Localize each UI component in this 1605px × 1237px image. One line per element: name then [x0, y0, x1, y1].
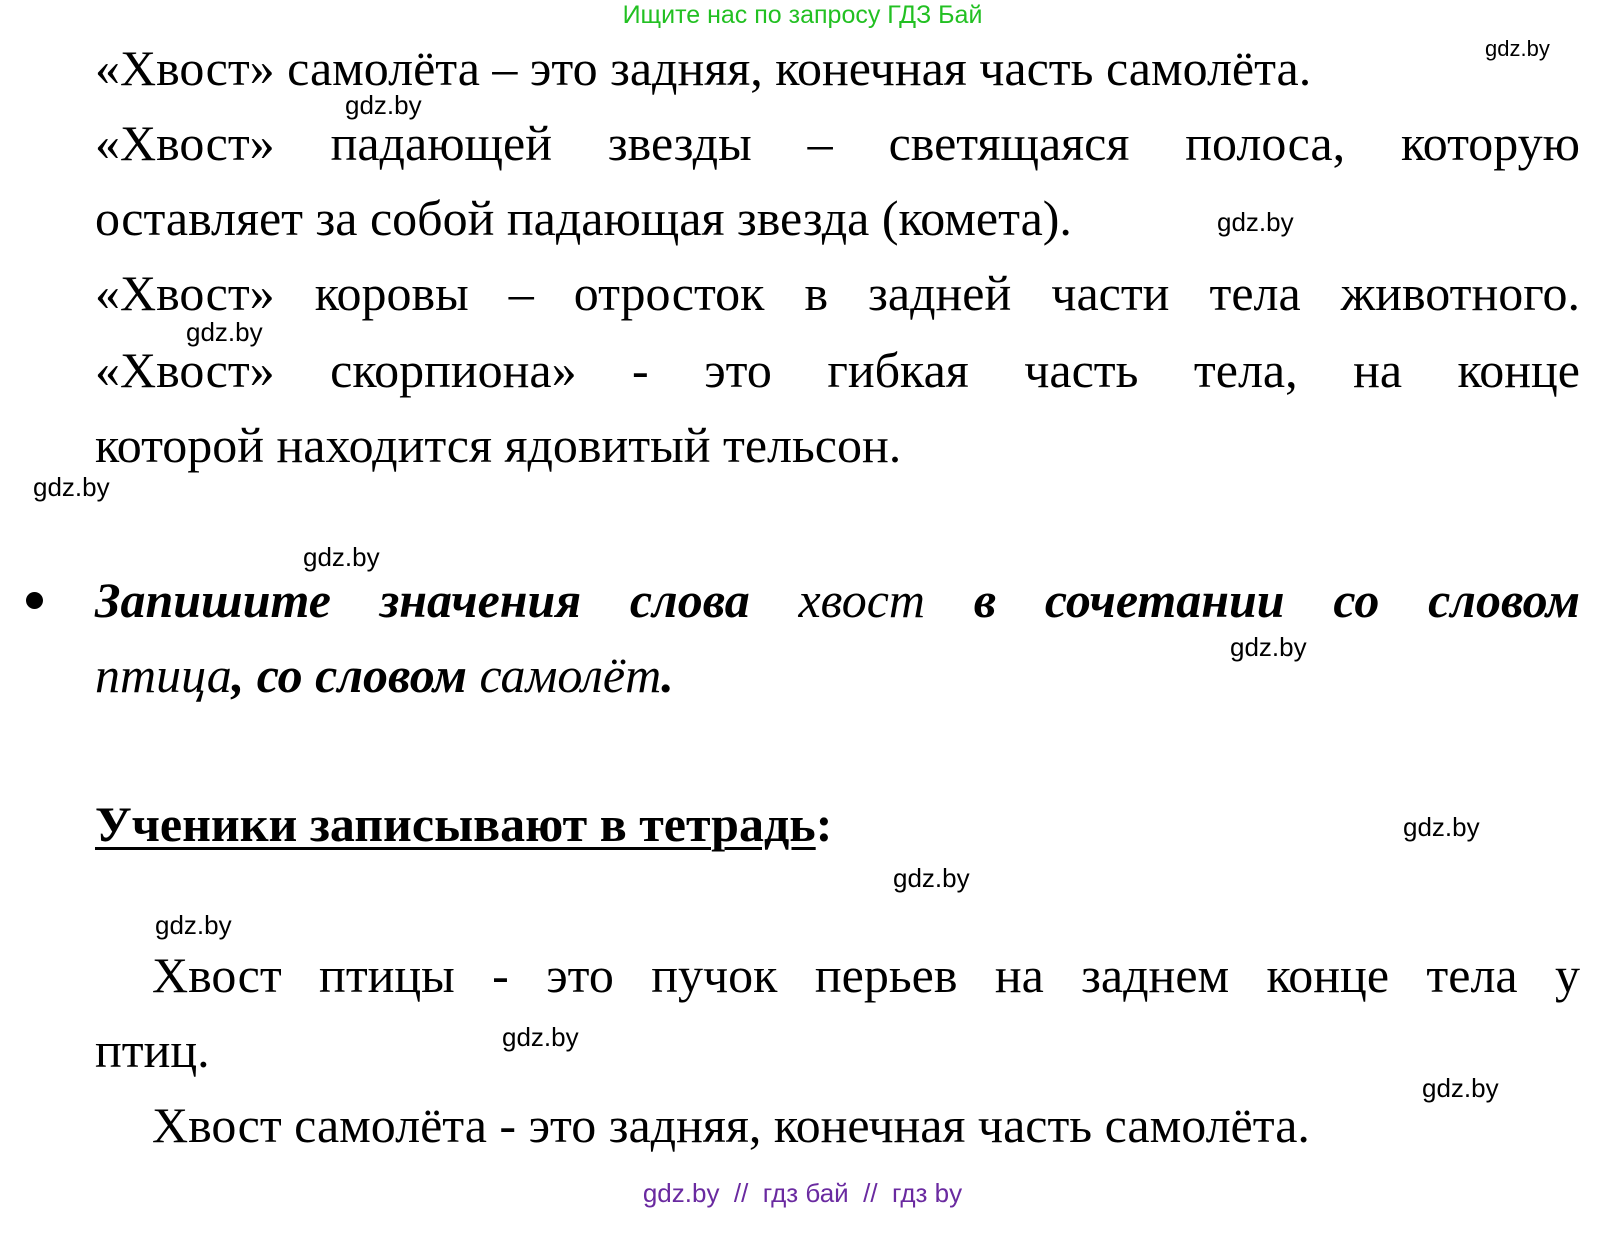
task-word-bird: птица [95, 647, 232, 703]
watermark: gdz.by [186, 317, 263, 347]
bullet-point [26, 592, 43, 609]
answer-bird-tail-line1: Хвост птицы - это пучок перьев на заднем конце тела у [152, 947, 1580, 1003]
watermark: gdz.by [155, 910, 232, 940]
watermark: gdz.by [1403, 812, 1480, 842]
task-text-part1: Запишите значения слова [95, 572, 799, 628]
watermark: gdz.by [1217, 207, 1294, 237]
paragraph-cow-tail: «Хвост» коровы – отросток в задней части тела животного. [95, 265, 1580, 321]
section-heading-colon: : [815, 796, 833, 852]
task-line2 [95, 645, 674, 705]
section-heading-text: Ученики записывают в тетрадь [95, 796, 816, 852]
task-line1 [95, 570, 1580, 630]
section-heading [95, 794, 832, 854]
answer-bird-tail-line2: птиц. [95, 1022, 210, 1078]
paragraph-scorpion-tail-line2: которой находится ядовитый тельсон. [95, 417, 902, 473]
paragraph-star-tail-line1: «Хвост» падающей звезды – светящаяся полоса, которую [95, 115, 1580, 171]
task-word-tail: хвост [798, 572, 926, 628]
paragraph-scorpion-tail-line1: «Хвост» скорпиона» - это гибкая часть тела, на конце [95, 342, 1580, 398]
watermark: gdz.by [893, 863, 970, 893]
top-banner: Ищите нас по запросу ГДЗ Бай [622, 1, 983, 29]
paragraph-star-tail-line2: оставляет за собой падающая звезда (комета). [95, 190, 1072, 246]
task-text-part2: в сочетании со словом [925, 572, 1580, 628]
watermark: gdz.by [345, 90, 422, 120]
watermark: gdz.by [1230, 632, 1307, 662]
task-word-airplane: самолёт [479, 647, 662, 703]
watermark: gdz.by [502, 1022, 579, 1052]
answer-airplane-tail: Хвост самолёта - это задняя, конечная часть самолёта. [152, 1097, 1310, 1153]
paragraph-airplane-tail: «Хвост» самолёта – это задняя, конечная часть самолёта. [95, 40, 1312, 96]
watermark: gdz.by [33, 472, 110, 502]
footer-links: gdz.by // гдз бай // гдз by [642, 1178, 963, 1208]
watermark: gdz.by [303, 542, 380, 572]
task-text-part4: . [661, 647, 674, 703]
watermark: gdz.by [1485, 36, 1550, 61]
watermark: gdz.by [1422, 1073, 1499, 1103]
task-text-part3: , со словом [231, 647, 480, 703]
